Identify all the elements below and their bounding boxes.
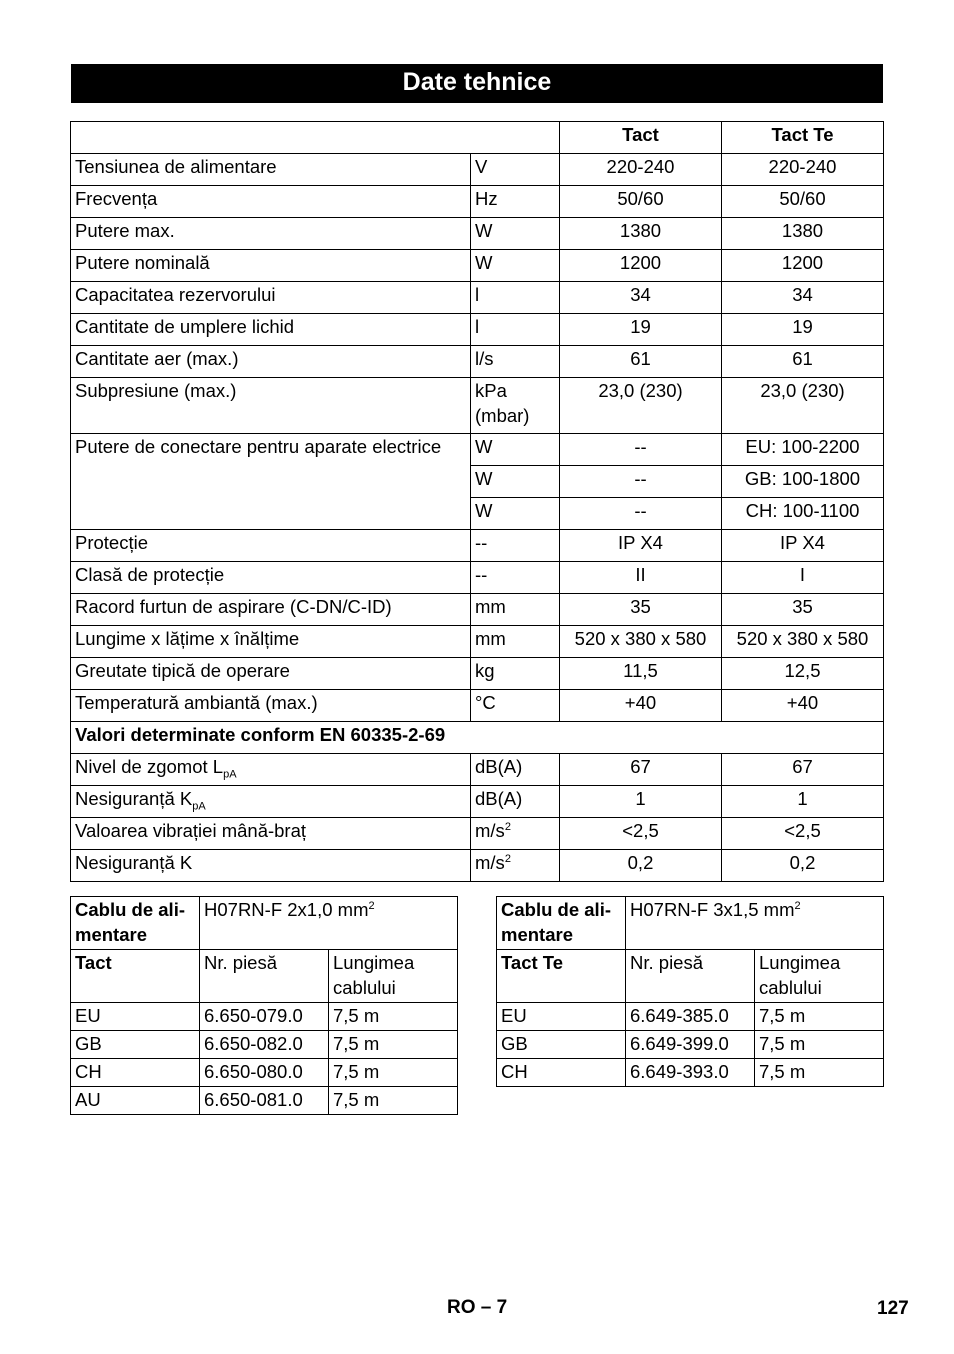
row-unit: -- bbox=[471, 530, 560, 562]
value-tact-te: 23,0 (230) bbox=[722, 378, 884, 434]
model-header: Tact Te bbox=[722, 122, 884, 154]
table-row bbox=[71, 122, 884, 154]
table-row bbox=[71, 690, 884, 722]
row-unit: W bbox=[471, 498, 560, 530]
row-unit: W bbox=[471, 466, 560, 498]
table-row bbox=[71, 530, 884, 562]
table-row bbox=[497, 1003, 884, 1031]
table-row bbox=[71, 722, 884, 754]
value-tact: 1 bbox=[560, 786, 722, 818]
model-label: Tact bbox=[71, 950, 200, 1003]
value-tact: 0,2 bbox=[560, 850, 722, 882]
region-cell: GB bbox=[497, 1031, 626, 1059]
table-row bbox=[71, 154, 884, 186]
table-row bbox=[71, 186, 884, 218]
part-number-cell: 6.650-080.0 bbox=[200, 1059, 329, 1087]
value-tact-te: 67 bbox=[722, 754, 884, 786]
region-cell: CH bbox=[497, 1059, 626, 1087]
row-label bbox=[71, 786, 471, 818]
row-unit: l/s bbox=[471, 346, 560, 378]
value-tact-te: 1200 bbox=[722, 250, 884, 282]
table-row bbox=[497, 1059, 884, 1087]
row-label: Putere de conectare pentru aparate electrice bbox=[71, 434, 471, 530]
row-unit: kg bbox=[471, 658, 560, 690]
column-header: Nr. piesă bbox=[200, 950, 329, 1003]
row-unit: mm bbox=[471, 626, 560, 658]
table-row bbox=[71, 897, 458, 950]
row-label: Greutate tipică de operare bbox=[71, 658, 471, 690]
length-cell: 7,5 m bbox=[755, 1031, 884, 1059]
row-unit: V bbox=[471, 154, 560, 186]
value-tact: 61 bbox=[560, 346, 722, 378]
value-tact-te: 1 bbox=[722, 786, 884, 818]
value-tact-te: I bbox=[722, 562, 884, 594]
part-number-cell: 6.650-081.0 bbox=[200, 1087, 329, 1115]
value-tact: IP X4 bbox=[560, 530, 722, 562]
value-tact-te: 19 bbox=[722, 314, 884, 346]
row-unit: l bbox=[471, 282, 560, 314]
cable-table-tact bbox=[70, 896, 458, 1115]
cable-spec bbox=[200, 897, 458, 950]
value-tact-te: CH: 100-1100 bbox=[722, 498, 884, 530]
value-tact: 50/60 bbox=[560, 186, 722, 218]
table-row bbox=[71, 626, 884, 658]
table-row bbox=[71, 1003, 458, 1031]
value-tact-te: 34 bbox=[722, 282, 884, 314]
value-tact: 520 x 380 x 580 bbox=[560, 626, 722, 658]
label-text: Nesiguranță K bbox=[75, 788, 193, 809]
row-label: Cantitate aer (max.) bbox=[71, 346, 471, 378]
value-tact-te: IP X4 bbox=[722, 530, 884, 562]
cable-spec bbox=[626, 897, 884, 950]
value-tact: -- bbox=[560, 498, 722, 530]
row-unit: °C bbox=[471, 690, 560, 722]
value-tact-te: 61 bbox=[722, 346, 884, 378]
table-row bbox=[71, 658, 884, 690]
value-tact: -- bbox=[560, 466, 722, 498]
table-row bbox=[71, 434, 884, 466]
value-tact-te: EU: 100-2200 bbox=[722, 434, 884, 466]
region-cell: AU bbox=[71, 1087, 200, 1115]
unit-text: m/s bbox=[475, 820, 505, 841]
region-cell: EU bbox=[497, 1003, 626, 1031]
length-cell: 7,5 m bbox=[329, 1003, 458, 1031]
value-tact: 19 bbox=[560, 314, 722, 346]
value-tact: 35 bbox=[560, 594, 722, 626]
label-text: Nesiguranță K bbox=[75, 852, 193, 873]
value-tact-te: 220-240 bbox=[722, 154, 884, 186]
label-text: Nivel de zgomot L bbox=[75, 756, 224, 777]
part-number-cell: 6.649-399.0 bbox=[626, 1031, 755, 1059]
page-number: 127 bbox=[877, 1298, 909, 1319]
header-blank bbox=[71, 122, 560, 154]
value-tact: <2,5 bbox=[560, 818, 722, 850]
row-label: Frecvența bbox=[71, 186, 471, 218]
part-number-cell: 6.650-079.0 bbox=[200, 1003, 329, 1031]
row-label: Temperatură ambiantă (max.) bbox=[71, 690, 471, 722]
subscript: pA bbox=[223, 768, 237, 781]
superscript: 2 bbox=[368, 899, 375, 912]
cable-text: H07RN-F 3x1,5 mm bbox=[630, 899, 795, 920]
row-unit: W bbox=[471, 218, 560, 250]
row-label: Racord furtun de aspirare (C-DN/C-ID) bbox=[71, 594, 471, 626]
table-row bbox=[71, 282, 884, 314]
row-label: Cantitate de umplere lichid bbox=[71, 314, 471, 346]
technical-data-table bbox=[70, 121, 884, 882]
region-cell: GB bbox=[71, 1031, 200, 1059]
value-tact-te: +40 bbox=[722, 690, 884, 722]
row-unit: W bbox=[471, 434, 560, 466]
row-unit: l bbox=[471, 314, 560, 346]
column-header: Lungimea cablului bbox=[329, 950, 458, 1003]
table-row bbox=[497, 1031, 884, 1059]
superscript: 2 bbox=[504, 820, 511, 833]
table-row bbox=[497, 897, 884, 950]
row-unit bbox=[471, 850, 560, 882]
table-row bbox=[71, 1059, 458, 1087]
table-row bbox=[71, 754, 884, 786]
value-tact: II bbox=[560, 562, 722, 594]
section-heading: Valori determinate conform EN 60335-2-69 bbox=[71, 722, 884, 754]
row-unit: Hz bbox=[471, 186, 560, 218]
value-tact: 11,5 bbox=[560, 658, 722, 690]
row-unit: kPa (mbar) bbox=[471, 378, 560, 434]
length-cell: 7,5 m bbox=[755, 1003, 884, 1031]
unit-text: dB(A) bbox=[475, 788, 523, 809]
row-label bbox=[71, 850, 471, 882]
value-tact-te: 520 x 380 x 580 bbox=[722, 626, 884, 658]
page-title: Date tehnice bbox=[71, 64, 883, 103]
unit-text: dB(A) bbox=[475, 756, 523, 777]
value-tact: 67 bbox=[560, 754, 722, 786]
table-row bbox=[71, 562, 884, 594]
model-label: Tact Te bbox=[497, 950, 626, 1003]
row-unit: W bbox=[471, 250, 560, 282]
table-row bbox=[71, 594, 884, 626]
footer-section: RO – 7 bbox=[447, 1297, 508, 1318]
table-row bbox=[71, 250, 884, 282]
value-tact: 23,0 (230) bbox=[560, 378, 722, 434]
table-row bbox=[71, 1031, 458, 1059]
row-label: Putere nominală bbox=[71, 250, 471, 282]
model-header: Tact bbox=[560, 122, 722, 154]
length-cell: 7,5 m bbox=[755, 1059, 884, 1087]
table-row bbox=[71, 314, 884, 346]
table-row bbox=[71, 378, 884, 434]
superscript: 2 bbox=[504, 852, 511, 865]
value-tact: 34 bbox=[560, 282, 722, 314]
region-cell: CH bbox=[71, 1059, 200, 1087]
table-row bbox=[71, 346, 884, 378]
unit-text: m/s bbox=[475, 852, 505, 873]
value-tact-te: 1380 bbox=[722, 218, 884, 250]
table-row bbox=[71, 218, 884, 250]
row-label: Protecție bbox=[71, 530, 471, 562]
length-cell: 7,5 m bbox=[329, 1031, 458, 1059]
value-tact-te: GB: 100-1800 bbox=[722, 466, 884, 498]
column-header: Nr. piesă bbox=[626, 950, 755, 1003]
row-label: Tensiunea de alimentare bbox=[71, 154, 471, 186]
value-tact: -- bbox=[560, 434, 722, 466]
value-tact: +40 bbox=[560, 690, 722, 722]
subscript: pA bbox=[192, 800, 206, 813]
length-cell: 7,5 m bbox=[329, 1087, 458, 1115]
table-row bbox=[71, 1087, 458, 1115]
part-number-cell: 6.649-393.0 bbox=[626, 1059, 755, 1087]
region-cell: EU bbox=[71, 1003, 200, 1031]
value-tact: 1380 bbox=[560, 218, 722, 250]
part-number-cell: 6.649-385.0 bbox=[626, 1003, 755, 1031]
label-text: Valoarea vibrației mână-braț bbox=[75, 820, 307, 841]
row-label: Clasă de protecție bbox=[71, 562, 471, 594]
table-row bbox=[71, 786, 884, 818]
table-row bbox=[497, 950, 884, 1003]
cable-label: Cablu de ali-mentare bbox=[497, 897, 626, 950]
table-row bbox=[71, 850, 884, 882]
row-label: Lungime x lățime x înălțime bbox=[71, 626, 471, 658]
value-tact-te: 35 bbox=[722, 594, 884, 626]
table-row bbox=[71, 950, 458, 1003]
table-row bbox=[71, 818, 884, 850]
row-unit: -- bbox=[471, 562, 560, 594]
row-label: Capacitatea rezervorului bbox=[71, 282, 471, 314]
row-unit bbox=[471, 754, 560, 786]
column-header: Lungimea cablului bbox=[755, 950, 884, 1003]
row-unit: mm bbox=[471, 594, 560, 626]
length-cell: 7,5 m bbox=[329, 1059, 458, 1087]
row-unit bbox=[471, 818, 560, 850]
value-tact-te: 12,5 bbox=[722, 658, 884, 690]
row-label bbox=[71, 754, 471, 786]
value-tact-te: 50/60 bbox=[722, 186, 884, 218]
value-tact-te: <2,5 bbox=[722, 818, 884, 850]
part-number-cell: 6.650-082.0 bbox=[200, 1031, 329, 1059]
row-label: Putere max. bbox=[71, 218, 471, 250]
value-tact: 220-240 bbox=[560, 154, 722, 186]
superscript: 2 bbox=[794, 899, 801, 912]
cable-label: Cablu de ali-mentare bbox=[71, 897, 200, 950]
value-tact: 1200 bbox=[560, 250, 722, 282]
row-unit bbox=[471, 786, 560, 818]
row-label bbox=[71, 818, 471, 850]
row-label: Subpresiune (max.) bbox=[71, 378, 471, 434]
cable-text: H07RN-F 2x1,0 mm bbox=[204, 899, 369, 920]
cable-table-tact-te bbox=[496, 896, 884, 1087]
value-tact-te: 0,2 bbox=[722, 850, 884, 882]
